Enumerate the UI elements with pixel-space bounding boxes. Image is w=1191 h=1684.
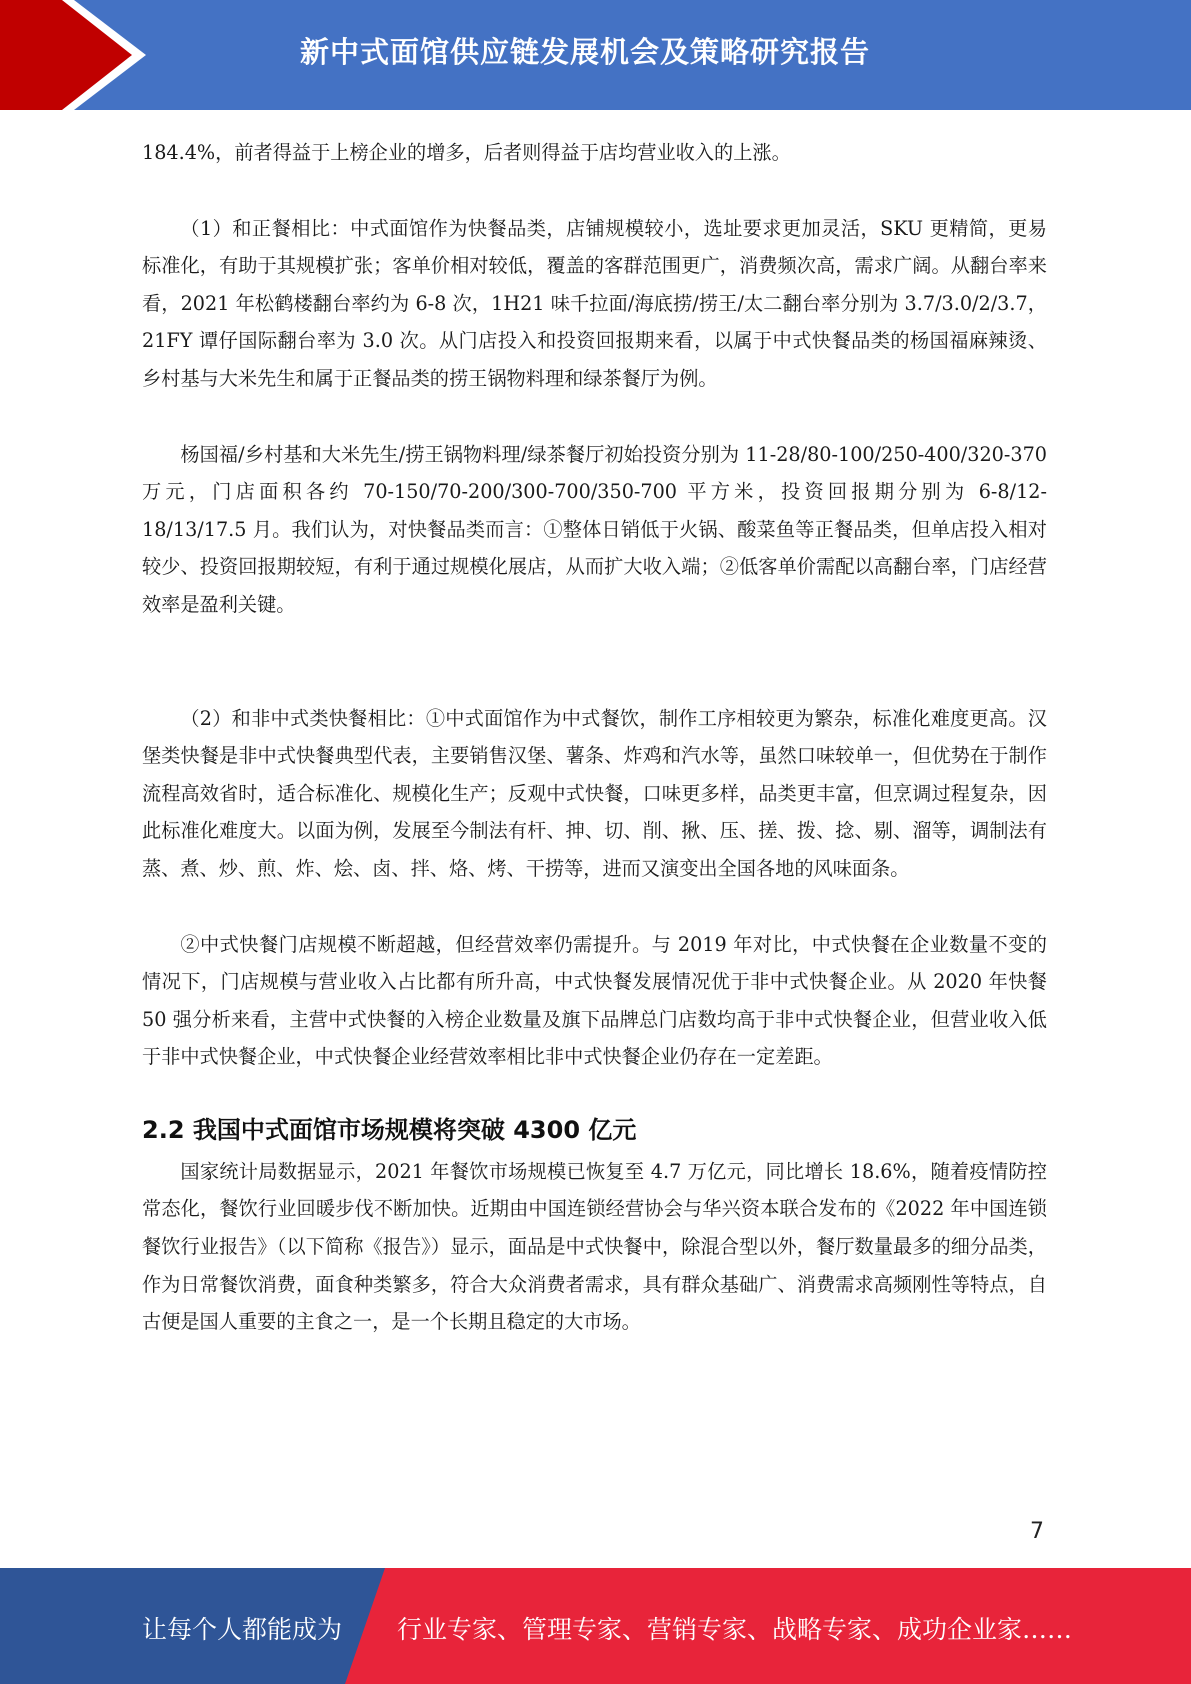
section-heading: 2.2 我国中式面馆市场规模将突破 4300 亿元 xyxy=(142,1115,637,1144)
paragraph-1: 184.4%，前者得益于上榜企业的增多，后者则得益于店均营业收入的上涨。 xyxy=(142,141,791,164)
paragraph-3: 杨国福/乡村基和大米先生/捞王锅物料理/绿茶餐厅初始投资分别为 11-28/80-100/250-400/320-370 万元，门店面积各约 70-150/70-200/300-700/350-700 平方米，投资回报期分别为 6-8/12-18/13/17.5 月。我们认为，对快餐品类而言：①整体日销低于火锅、酸菜鱼等正餐品类，但单店投入相对较少、投资回报期较短，有利于通过规模化展店，从而扩大收入端；②低客单价需配以高翻台率，门店经营效率是盈利关键。 xyxy=(142,442,1047,616)
footer-slogan-left: 让每个人都能成为 xyxy=(142,1615,343,1644)
header-chevron-icon xyxy=(0,0,160,110)
page-number: 7 xyxy=(1030,1519,1044,1544)
header-title: 新中式面馆供应链发展机会及策略研究报告 xyxy=(300,35,871,69)
footer-slogan-right: 行业专家、管理专家、营销专家、战略专家、成功企业家…… xyxy=(397,1615,1073,1644)
page-header xyxy=(0,0,1191,110)
paragraph-4: （2）和非中式类快餐相比：①中式面馆作为中式餐饮，制作工序相较更为繁杂，标准化难度更高。汉堡类快餐是非中式快餐典型代表，主要销售汉堡、薯条、炸鸡和汽水等，虽然口味较单一，但优势在于制作流程高效省时，适合标准化、规模化生产；反观中式快餐，口味更多样，品类更丰富，但烹调过程复杂，因此标准化难度大。以面为例，发展至今制法有杆、抻、切、削、揪、压、搓、拨、捻、剔、溜等，调制法有蒸、煮、炒、煎、炸、烩、卤、拌、烙、烤、干捞等，进而又演变出全国各地的风味面条。 xyxy=(142,706,1047,880)
paragraph-2: （1）和正餐相比：中式面馆作为快餐品类，店铺规模较小，选址要求更加灵活，SKU 更精简，更易标准化，有助于其规模扩张；客单价相对较低，覆盖的客群范围更广，消费频次高，需求广阔。从翻台率来看，2021 年松鹤楼翻台率约为 6-8 次，1H21 味千拉面/海底捞/捞王/太二翻台率分别为 3.7/3.0/2/3.7，21FY 谭仔国际翻台率为 3.0 次。从门店投入和投资回报期来看，以属于中式快餐品类的杨国福麻辣烫、乡村基与大米先生和属于正餐品类的捞王锅物料理和绿茶餐厅为例。 xyxy=(142,216,1047,390)
page-footer xyxy=(0,1568,1191,1684)
paragraph-5: ②中式快餐门店规模不断超越，但经营效率仍需提升。与 2019 年对比，中式快餐在企业数量不变的情况下，门店规模与营业收入占比都有所升高，中式快餐发展情况优于非中式快餐企业。从 2020 年快餐 50 强分析来看，主营中式快餐的入榜企业数量及旗下品牌总门店数均高于非中式快餐企业，但营业收入低于非中式快餐企业，中式快餐企业经营效率相比非中式快餐企业仍存在一定差距。 xyxy=(142,932,1047,1069)
paragraph-6: 国家统计局数据显示，2021 年餐饮市场规模已恢复至 4.7 万亿元，同比增长 18.6%，随着疫情防控常态化，餐饮行业回暖步伐不断加快。近期由中国连锁经营协会与华兴资本联合发布的《2022 年中国连锁餐饮行业报告》（以下简称《报告》）显示，面品是中式快餐中，除混合型以外，餐厅数量最多的细分品类，作为日常餐饮消费，面食种类繁多，符合大众消费者需求，具有群众基础广、消费需求高频刚性等特点，自古便是国人重要的主食之一，是一个长期且稳定的大市场。 xyxy=(142,1159,1047,1334)
document-body xyxy=(142,134,1047,1341)
